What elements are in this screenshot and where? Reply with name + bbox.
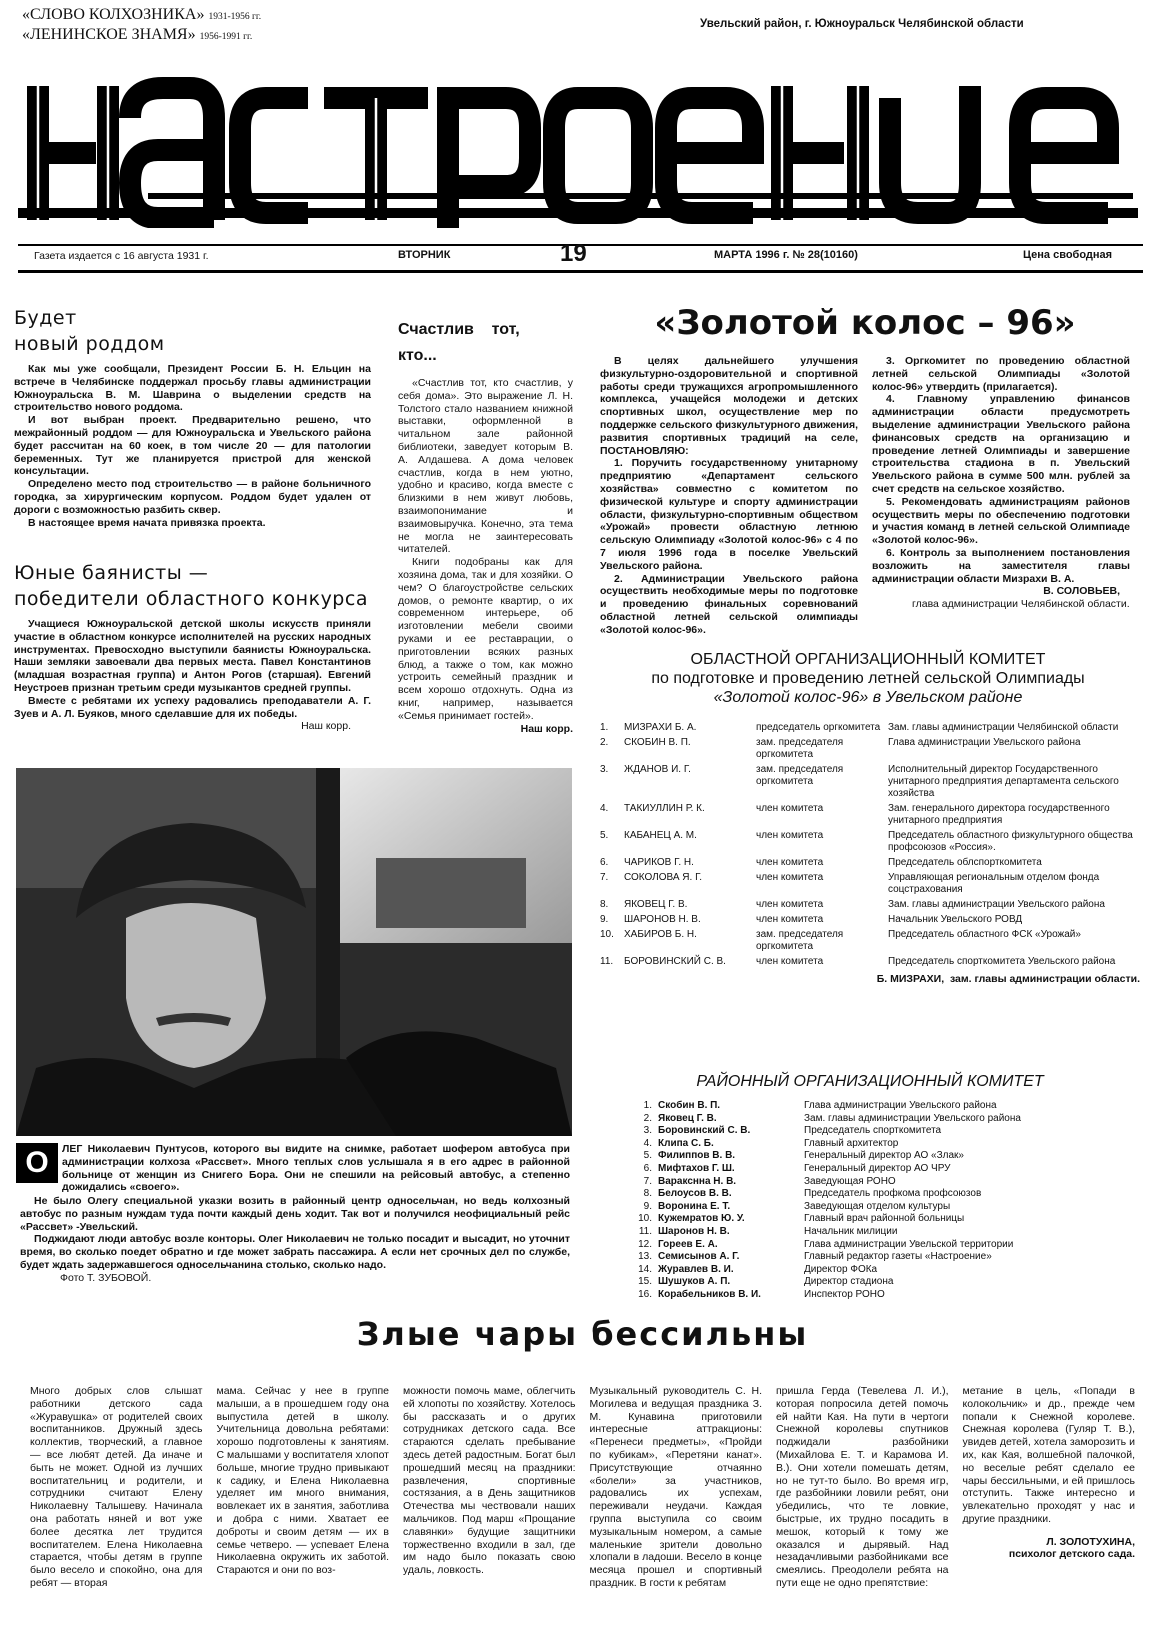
member-name: ЖДАНОВ И. Г. xyxy=(624,764,691,775)
weekday: ВТОРНИК xyxy=(398,249,451,261)
committee-row xyxy=(630,1264,1130,1277)
committee-row xyxy=(600,857,1140,872)
article-bayan xyxy=(14,560,371,733)
signature-name: Л. ЗОЛОТУХИНА, xyxy=(1046,1535,1135,1548)
member-post: Генеральный директор АО ЧРУ xyxy=(804,1162,951,1174)
paragraph: Определено место под строительство — в районе больничного городка, за хирургическим корпусом. Роддом будет удален от дороги с возможностью разбить сквер. xyxy=(14,478,371,516)
paragraph: 2. Администрации Увельского района осуществить необходимые меры по подготовке и проведению финальных соревнований областной летней сельской олимпиады «Золотой колос-96». xyxy=(600,572,858,636)
committee-row xyxy=(600,803,1140,830)
issued-since: Газета издается с 16 августа 1931 г. xyxy=(34,250,209,262)
row-number: 6. xyxy=(643,1162,652,1174)
row-number: 14. xyxy=(638,1263,652,1275)
article-body xyxy=(14,363,371,529)
former-name-2: «ЛЕНИНСКОЕ ЗНАМЯ» xyxy=(22,26,196,43)
member-name: Скобин В. П. xyxy=(658,1100,721,1111)
member-post: Председатель профкома профсоюзов xyxy=(804,1188,982,1200)
member-name: Клипа С. Б. xyxy=(658,1137,714,1149)
member-name: Корабельников В. И. xyxy=(658,1288,761,1300)
committee-row xyxy=(630,1113,1130,1126)
price: Цена свободная xyxy=(1023,249,1113,261)
member-post: Зам. главы администрации Увельского района xyxy=(804,1112,1021,1124)
member-name: Журавлев В. И. xyxy=(658,1263,734,1275)
row-number: 1. xyxy=(600,722,609,733)
member-role: член комитета xyxy=(756,803,824,814)
article-body xyxy=(398,377,573,723)
committee-row xyxy=(600,929,1140,956)
member-role: зам. председателя оргкомитета xyxy=(756,737,844,760)
member-name: Филиппов В. В. xyxy=(658,1150,736,1162)
member-name: БОРОВИНСКИЙ С. В. xyxy=(624,956,726,967)
member-name: ТАКИУЛЛИН Р. К. xyxy=(624,803,705,814)
row-number: 5. xyxy=(600,830,609,841)
member-role: член комитета xyxy=(756,956,824,967)
paragraph: 4. Главному управлению финансов администрации области предусмотреть выделение администрации Увельского района финансовых средств на организацию и проведение летней Олимпиады и завершение строительства стадиона в п. Увельский Увельского района в сумме 500 млн. рублей за счет средств на сельское хозяйство. xyxy=(872,393,1130,495)
article-column: можности помочь маме, облегчить ей хлопоты по хозяйству. Хотелось бы рассказать и о других сотрудниках детского сада. Все стараются сделать пребывание здесь детей радостным. Богат был прошедший месяц на праздники: развлечения, спортивные состязания, а в День защитников Отечества мы чествовали наших мальчиков. Под марш «Прощание славянки» будущие защитники торжественно входили в зал, где им надо было показать свою удаль, ловкость. xyxy=(403,1385,576,1577)
member-name: СОКОЛОВА Я. Г. xyxy=(624,872,703,883)
signature-post: зам. главы администрации области. xyxy=(949,973,1140,985)
row-number: 16. xyxy=(638,1288,652,1300)
committee-row xyxy=(600,764,1140,803)
article-column: метание в цель, «Попади в колокольчик» и др., прежде чем попали к Снежной королеве. Снежная королева (Гуляр Т. В.), увидев детей, хотела заморозить и их, как Кая, волшебной палочкой, но веселые ребят сделало ее чары бессильными, и ей пришлось отступить. Также интересно и увлекательно проходят у нас и другие праздники. xyxy=(962,1385,1135,1525)
issue-date-number: МАРТА 1996 г. № 28(10160) xyxy=(714,249,858,261)
member-name: Боровинский С. В. xyxy=(658,1125,751,1137)
member-role: член комитета xyxy=(756,899,824,910)
row-number: 6. xyxy=(600,857,609,868)
member-role: член комитета xyxy=(756,914,824,925)
region-line: Увельский район, г. Южноуральск Челябинской области xyxy=(700,18,1024,30)
paragraph: Поджидают люди автобус возле конторы. Олег Николаевич не только посадит и высадит, но уточнит время, во сколько поедет обратно и где может забрать пассажира. А если нет срочных дел по службе, будет ждать задержавшегося односельчанина столько, сколько надо. xyxy=(20,1233,570,1271)
committee-row xyxy=(630,1239,1130,1252)
member-post: Председатель областного ФСК «Урожай» xyxy=(888,929,1081,940)
signature-post: психолог детского сада. xyxy=(1008,1548,1135,1561)
member-post: Председатель спорткомитета Увельского района xyxy=(888,956,1116,967)
paragraph: «Счастлив тот, кто счастлив, у себя дома». Это выражение Л. Н. Толстого стало названием книжной выставки, оформленной в читальном зале районной библиотеки, заведует которым В. А. Алдашева. А дома человек счастлив, когда в нем уютно, удобно и красиво, когда вместе с близкими в нем живут любовь, взаимопонимание и взаимовыручка. Конечно, эта тема не могла не заинтересовать читателей. xyxy=(398,377,573,556)
committee-row xyxy=(630,1125,1130,1138)
member-role: зам. председателя оргкомитета xyxy=(756,929,844,952)
driver-photo xyxy=(16,768,572,1136)
member-name: ЧАРИКОВ Г. Н. xyxy=(624,857,694,868)
article-title: новый роддом xyxy=(14,333,165,355)
article-column: пришла Герда (Тевелева Л. И.), которая попросила детей помочь ей найти Кая. На пути в чертоги Снежной королевы спутников поджидали разбойники (Михайлова Е. Т. и Карамова И. В.). Они хотели помешать детям, но не тут-то было. Во время игр, где разбойники ловили ребят, они убедились, что те ловкие, быстрые, их трудно посадить в мешок, который к тому же оказался и дырявый. Над незадачливыми разбойниками все смеялись. Преодолели ребята на пути еще не одно препятствие: xyxy=(776,1385,949,1589)
member-post: Директор ФОКа xyxy=(804,1263,878,1275)
committee-row xyxy=(630,1138,1130,1151)
member-role: председатель оргкомитета xyxy=(756,722,881,733)
article-column: мама. Сейчас у нее в группе малыши, а в прошедшем году она выпустила детей в школу. Учительница довольна ребятами: хорошо подготовлены к занятиям. С малышами у воспитателя хлопот больше, многие трудно привыкают к садику, и Елена Николаевна уделяет им много внимания, вовлекает их в занятия, заботлива и добра с ними. Хватает ее доброты и своим детям — их в семье четверо. — успевает Елена Николаевна окружить их заботой. Стараются и они по воз- xyxy=(216,1385,389,1577)
photo-image xyxy=(16,768,572,1136)
committee-row xyxy=(600,737,1140,764)
article-title: Будет xyxy=(14,307,77,329)
article-title: Счастлив тот, xyxy=(398,321,520,338)
committee-row xyxy=(630,1100,1130,1113)
article-title: победители областного конкурса xyxy=(14,588,368,610)
row-number: 5. xyxy=(643,1150,652,1162)
committee-row xyxy=(600,956,1140,971)
row-number: 3. xyxy=(600,764,609,775)
row-number: 4. xyxy=(600,803,609,814)
committee-row xyxy=(600,872,1140,899)
signature-name: Б. МИЗРАХИ, xyxy=(876,973,945,985)
paragraph: Учащиеся Южноуральской детской школы искусств приняли участие в областном конкурсе исполнителей на русских народных инструментах. Превосходно выступили баянисты Южноуральска. Наши земляки завоевали два первых места. Павел Константинов (младшая возрастная группа) и Антон Рогов (старшая). Евгений Неустроев признан третьим среди музыкантов средней группы. xyxy=(14,618,371,694)
member-post: Зам. главы администрации Увельского района xyxy=(888,899,1105,910)
paragraph: Как мы уже сообщали, Президент России Б. Н. Ельцин на встрече в Челябинске поддержал просьбу главы администрации Южноуральска В. М. Шаврина о выделении средств на строительство нового роддома. xyxy=(14,363,371,414)
row-number: 2. xyxy=(643,1112,652,1124)
committee-row xyxy=(630,1276,1130,1289)
member-post: Зам. генерального директора государственного унитарного предприятия xyxy=(888,803,1110,826)
row-number: 12. xyxy=(638,1238,652,1250)
committee-row xyxy=(630,1163,1130,1176)
member-post: Заведующая отделом культуры xyxy=(804,1200,951,1212)
member-name: Варакснна Н. В. xyxy=(658,1175,737,1187)
row-number: 7. xyxy=(600,872,609,883)
committee-row xyxy=(630,1150,1130,1163)
evil-title: Злые чары бессильны xyxy=(356,1315,809,1353)
member-role: член комитета xyxy=(756,830,824,841)
article-last-column xyxy=(963,1385,1136,1630)
drop-cap: О xyxy=(16,1143,58,1183)
row-number: 8. xyxy=(600,899,609,910)
member-post: Председатель спорткомитета xyxy=(804,1125,942,1137)
member-name: КАБАНЕЦ А. М. xyxy=(624,830,697,841)
member-post: Председатель облспорткомитета xyxy=(888,857,1042,868)
former-name-1: «СЛОВО КОЛХОЗНИКА» xyxy=(22,6,205,23)
photo-caption-lead: ЛЕГ Николаевич Пунтусов, которого вы видите на снимке, работает шофером автобуса при администрации колхоза «Рассвет». Много теплых слов услышала я в его адрес в районной больнице от женщин из Снигего Бора. Они не спешили на рейсовый автобус, а степенно дожидались «своего». xyxy=(62,1143,570,1194)
row-number: 2. xyxy=(600,737,609,748)
kolos-left-column xyxy=(600,355,858,637)
article-body xyxy=(14,618,371,720)
article-column: Много добрых слов слышат работники детского сада «Журавушка» от родителей своих воспитанников. Дружный здесь коллектив, творческий, а главное — все любят детей. Да иначе и быть не может. Одной из лучших воспитательниц и родители, и сотрудники считают Елену Николаевну Талышеву. Начинала она работать няней и вот уже более десятка лет трудится воспитателем. Елена Николаевна старается, чтобы детям в группе было весело и спокойно, она для ребят — вторая xyxy=(30,1385,203,1589)
row-number: 8. xyxy=(643,1188,652,1200)
oblast-committee-table xyxy=(600,722,1140,985)
member-name: Кужемратов Ю. У. xyxy=(658,1213,745,1225)
member-name: Гореев Е. А. xyxy=(658,1238,718,1250)
member-name: МИЗРАХИ Б. А. xyxy=(624,722,697,733)
photo-caption-body xyxy=(20,1195,570,1285)
paragraph: 6. Контроль за выполнением постановления возложить на заместителя главы администрации области Мизрахи В. А. xyxy=(872,546,1130,585)
article-column: Музыкальный руководитель С. Н. Могилева и ведущая праздника З. М. Кунавина приготовили интересные аттракционы: «Перенеси предметы», «Пройди по кубикам», «Перетяни канат». Присутствующие отчаянно «болели» за участников, радовались их успехам, переживали неудачи. Каждая группа выступила со своим музыкальным номером, а самые маленькие зрители довольно хлопали в ладоши. Весело в конце месяца прошел и спортивный праздник. В гости к ребятам xyxy=(589,1385,762,1589)
divider xyxy=(18,270,1143,273)
member-post: Глава администрации Увельского района xyxy=(804,1100,997,1111)
signature: Наш корр. xyxy=(520,722,573,735)
member-name: Белоусов В. В. xyxy=(658,1188,732,1200)
row-number: 15. xyxy=(638,1276,652,1288)
evil-article-body xyxy=(30,1385,1135,1630)
former-years-2: 1956-1991 гг. xyxy=(199,32,253,42)
row-number: 11. xyxy=(638,1225,652,1237)
row-number: 9. xyxy=(643,1200,652,1212)
row-number: 3. xyxy=(643,1125,652,1137)
member-post: Директор стадиона xyxy=(804,1276,894,1288)
member-post: Начальник милиции xyxy=(804,1225,898,1237)
paragraph: Вместе с ребятами их успеху радовались преподаватели А. Г. Зуев и А. Л. Буяков, много сделавшие для их победы. xyxy=(14,694,371,720)
member-post: Начальник Увельского РОВД xyxy=(888,914,1023,925)
committee-subtitle: по подготовке и проведению летней сельской Олимпиады xyxy=(651,670,1085,687)
committee-signature xyxy=(600,973,1140,985)
member-name: Шушуков А. П. xyxy=(658,1276,731,1288)
masthead-logo xyxy=(18,58,1143,228)
committee-row xyxy=(600,722,1140,737)
kolos-title: «Золотой колос – 96» xyxy=(654,303,1076,343)
photo-credit: Фото Т. ЗУБОВОЙ. xyxy=(60,1271,152,1284)
article-title: Юные баянисты — xyxy=(14,562,209,584)
committee-subtitle: «Золотой колос-96» в Увельском районе xyxy=(713,689,1023,706)
row-number: 7. xyxy=(643,1175,652,1187)
committee-row xyxy=(630,1188,1130,1201)
member-name: Семисынов А. Г. xyxy=(658,1251,740,1263)
row-number: 4. xyxy=(643,1137,652,1149)
article-roddom xyxy=(14,305,371,529)
paragraph: В целях дальнейшего улучшения физкультурно-оздоровительной и спортивной работы среди тружащихся агропромышленного комплекса, учащейся молодежи и детских спортивных школ, осуществление мер по поддержке сельского физкультурного движения, развития спортивных традиций на селе, ПОСТАНОВЛЯЮ: xyxy=(600,355,858,457)
issue-day: 19 xyxy=(560,240,587,267)
paragraph: Книги подобраны как для хозяина дома, так и для хозяйки. О чем? О благоустройстве сельских домов, о ремонте квартир, о их современном интерьере, об изготовлении мебели своими руками и ее реставрации, о приготовлении всяких разных блюд, а также о том, как можно устроить семейный праздник и всем хорошо отдохнуть. Одна из книг, например, называется «Семья принимает гостей». xyxy=(398,556,573,722)
former-names xyxy=(22,6,261,46)
member-name: Шаронов Н. В. xyxy=(658,1225,730,1237)
member-post: Главный архитектор xyxy=(804,1137,899,1149)
paragraph: В настоящее время начата привязка проекта. xyxy=(28,516,266,529)
member-post: Зам. главы администрации Челябинской области xyxy=(888,722,1119,733)
committee-row xyxy=(630,1176,1130,1189)
paragraph: 5. Рекомендовать администрациям районов осуществить меры по обеспечению подготовки и участия команд в летней сельской Олимпиаде «Золотой колос-96». xyxy=(872,495,1130,547)
member-name: ШАРОНОВ Н. В. xyxy=(624,914,701,925)
member-post: Исполнительный директор Государственного унитарного предприятия департамента сельского хозяйства xyxy=(888,764,1119,799)
committee-row xyxy=(630,1201,1130,1214)
member-name: Мифтахов Г. Ш. xyxy=(658,1162,735,1174)
row-number: 13. xyxy=(638,1251,652,1263)
committee-row xyxy=(630,1226,1130,1239)
former-years-1: 1931-1956 гг. xyxy=(208,12,262,22)
article-happy xyxy=(398,315,573,735)
paragraph: И вот выбран проект. Предварительно решено, что межрайонный роддом — для Южноуральска и Увельского района будет рассчитан на 60 коек, в том числе 20 — для патологии беременных. Тут же планируется пристрой для женской консультации. xyxy=(14,414,371,478)
member-post: Главный врач районной больницы xyxy=(804,1213,965,1225)
committee-row xyxy=(600,914,1140,929)
member-post: Управляющая региональным отделом фонда соцстрахования xyxy=(888,872,1100,895)
member-name: СКОБИН В. П. xyxy=(624,737,691,748)
paragraph: 1. Поручить государственному унитарному предприятию «Департамент сельского хозяйства» совместно с комитетом по физической культуре и спорту администрации области, физкультурно-спортивным обществом «Урожай» провести областную летнюю сельскую Олимпиаду «Золотой колос-96» с 4 по 7 июля 1996 года в поселке Увельский Увельского района. xyxy=(600,457,858,572)
row-number: 10. xyxy=(600,929,614,940)
committee-title: ОБЛАСТНОЙ ОРГАНИЗАЦИОННЫЙ КОМИТЕТ xyxy=(690,651,1046,668)
signature-post: глава администрации Челябинской области. xyxy=(912,598,1130,611)
member-post: Глава администрации Увельского района xyxy=(888,737,1081,748)
member-role: член комитета xyxy=(756,857,824,868)
kolos-right-column xyxy=(872,355,1130,611)
member-name: ЯКОВЕЦ Г. В. xyxy=(624,899,688,910)
member-role: член комитета xyxy=(756,872,824,883)
paragraph: 3. Оргкомитет по проведению областной летней сельской Олимпиады «Золотой колос-96» утвердить (прилагается). xyxy=(872,355,1130,393)
row-number: 9. xyxy=(600,914,609,925)
article-title: кто... xyxy=(398,347,437,364)
row-number: 1. xyxy=(643,1100,652,1111)
row-number: 10. xyxy=(638,1213,652,1225)
committee-row xyxy=(630,1251,1130,1264)
member-role: зам. председателя оргкомитета xyxy=(756,764,844,787)
member-name: Воронина Е. Т. xyxy=(658,1200,731,1212)
rayon-committee-title: РАЙОННЫЙ ОРГАНИЗАЦИОННЫЙ КОМИТЕТ xyxy=(696,1073,1044,1090)
member-post: Генеральный директор АО «Злак» xyxy=(804,1150,964,1162)
committee-row xyxy=(600,899,1140,914)
paragraph: Не было Олегу специальной указки возить в районный центр односельчан, но ведь колхозный автобус по разным нуждам туда почти каждый день ходит. Так вот и получился неофициальный рейс «Рассвет» -Увельский. xyxy=(20,1195,570,1233)
member-post: Председатель областного физкультурного общества профсоюзов «Россия». xyxy=(888,830,1133,853)
signature-name: В. СОЛОВЬЕВ, xyxy=(1043,585,1120,598)
committee-row xyxy=(630,1213,1130,1226)
committee-row xyxy=(600,830,1140,857)
member-post: Глава администрации Увельской территории xyxy=(804,1238,1014,1250)
committee-row xyxy=(630,1289,1130,1302)
member-name: Яковец Г. В. xyxy=(658,1112,717,1124)
member-post: Заведующая РОНО xyxy=(804,1175,896,1187)
signature: Наш корр. xyxy=(301,720,351,733)
oblast-committee-heading xyxy=(598,650,1138,707)
rayon-committee-table xyxy=(630,1100,1130,1302)
member-post: Инспектор РОНО xyxy=(804,1288,885,1300)
member-name: ХАБИРОВ Б. Н. xyxy=(624,929,697,940)
row-number: 11. xyxy=(600,956,614,967)
member-post: Главный редактор газеты «Настроение» xyxy=(804,1251,992,1263)
